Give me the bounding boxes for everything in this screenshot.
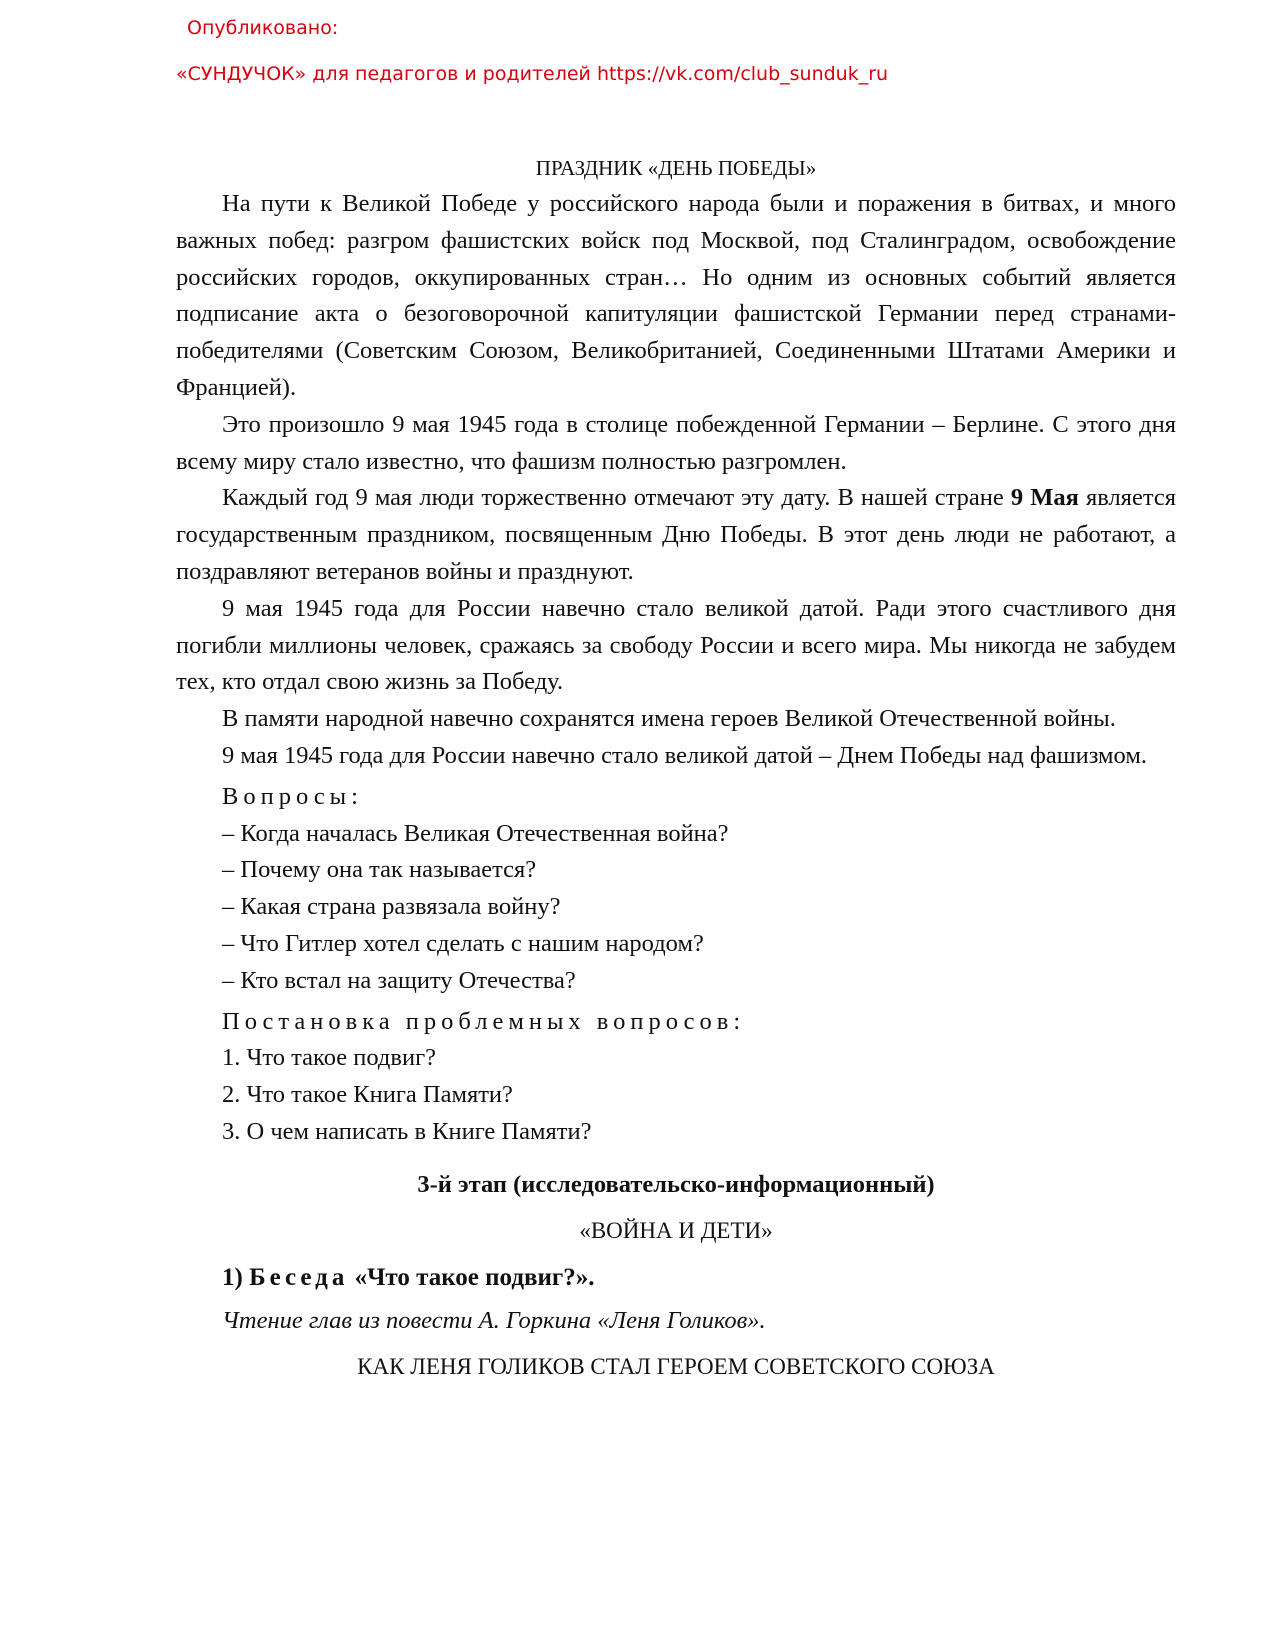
document-body [176, 150, 1176, 1387]
paragraph-4: 9 мая 1945 года для России навечно стало великой датой. Ради этого счастливого дня погибли миллионы человек, сражаясь за свободу России и всего мира. Мы никогда не забудем тех, кто отдал свою жизнь за Победу. [176, 594, 1176, 696]
conversation-number: 1) [222, 1263, 250, 1291]
question-item: – Когда началась Великая Отечественная война? [222, 819, 729, 847]
paragraph-3-bold: 9 Мая [1010, 484, 1079, 512]
paragraph-3-start: Каждый год 9 мая люди торжественно отмечают эту дату. В нашей стране [222, 484, 1011, 512]
story-title: КАК ЛЕНЯ ГОЛИКОВ СТАЛ ГЕРОЕМ СОВЕТСКОГО СОЮЗА [357, 1353, 995, 1379]
paragraph-1: На пути к Великой Победе у российского народа были и поражения в битвах, и много важных побед: разгром фашистских войск под Москвой, под Сталинградом, освобождение российских городов, оккупированных стран… Но одним из основных событий является подписание акта о безоговорочной капитуляции фашистской Германии перед странами-победителями (Советским Союзом, Великобританией, Соединенными Штатами Америки и Францией). [176, 190, 1176, 401]
question-item: – Почему она так называется? [222, 856, 537, 884]
problem-questions-label: Постановка проблемных вопросов: [222, 1007, 746, 1035]
conversation-word: Беседа [249, 1263, 349, 1291]
paragraph-2: Это произошло 9 мая 1945 года в столице побежденной Германии – Берлине. С этого дня всему миру стало известно, что фашизм полностью разгромлен. [176, 410, 1176, 475]
stage-subtitle: «ВОЙНА И ДЕТИ» [579, 1217, 773, 1243]
problem-question-item: 1. Что такое подвиг? [222, 1044, 436, 1072]
conversation-topic: «Что такое подвиг?». [348, 1263, 595, 1291]
conversation-heading [222, 1257, 1176, 1299]
page-title: ПРАЗДНИК «ДЕНЬ ПОБЕДЫ» [535, 156, 817, 180]
question-item: – Что Гитлер хотел сделать с нашим народом? [222, 929, 704, 957]
questions-label: Вопросы: [222, 782, 363, 810]
paragraph-6: 9 мая 1945 года для России навечно стало великой датой – Днем Победы над фашизмом. [222, 741, 1147, 769]
problem-question-item: 2. Что такое Книга Памяти? [222, 1081, 513, 1109]
published-label: Опубликовано: [187, 17, 339, 39]
paragraph-3-end: является государственным праздником, посвященным Дню Победы. В этот день люди не работают, а поздравляют ветеранов войны и празднуют. [176, 484, 1176, 585]
question-item: – Какая страна развязала войну? [222, 893, 561, 921]
paragraph-5: В памяти народной навечно сохранятся имена героев Великой Отечественной войны. [222, 705, 1116, 733]
paragraph-3 [176, 480, 1176, 590]
source-line: «СУНДУЧОК» для педагогов и родителей https://vk.com/club_sunduk_ru [176, 63, 889, 85]
problem-question-item: 3. О чем написать в Книге Памяти? [222, 1117, 592, 1145]
reading-note: Чтение глав из повести А. Горкина «Леня Голиков». [222, 1306, 766, 1334]
question-item: – Кто встал на защиту Отечества? [222, 966, 576, 994]
stage-heading: 3-й этап (исследовательско-информационный) [417, 1170, 935, 1198]
